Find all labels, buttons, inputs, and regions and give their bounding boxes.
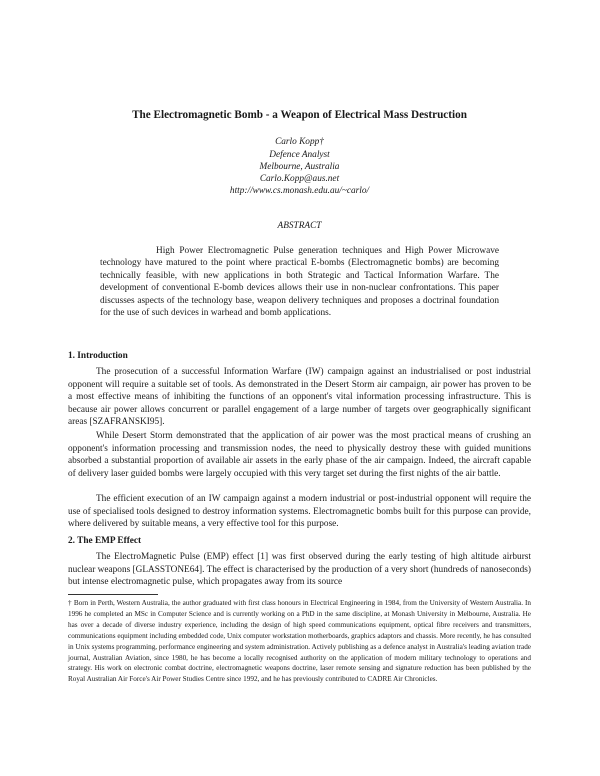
author-homepage[interactable]: http://www.cs.monash.edu.au/~carlo/	[229, 186, 370, 196]
footnote-divider	[68, 594, 158, 595]
author-email[interactable]: Carlo.Kopp@aus.net	[259, 174, 340, 184]
section-heading-emp-effect: 2. The EMP Effect	[68, 536, 142, 546]
abstract-body	[100, 245, 499, 319]
abstract-heading: ABSTRACT	[277, 221, 322, 231]
emp-paragraph-1: The ElectroMagnetic Pulse (EMP) effect [1] was first observed during the early testing of high altitude airburst nuclear weapons [GLASSTONE64]. The effect is characterised by the production of a very short (hundreds of nanoseconds) but intense electromagnetic pulse, which propagates away from its source	[68, 552, 531, 587]
section-heading-introduction: 1. Introduction	[68, 351, 128, 361]
abstract-text: High Power Electromagnetic Pulse generation techniques and High Power Microwave technology have matured to the point where practical E-bombs (Electromagnetic bombs) are becoming technically feasible, with new applications in both Strategic and Tactical Information Warfare. The development of conventional E-bomb devices allows their use in non-nuclear confrontations. This paper discusses aspects of the technology base, weapon delivery techniques and proposes a doctrinal foundation for the use of such devices in warhead and bomb applications.	[100, 246, 499, 319]
intro-paragraph-2: While Desert Storm demonstrated that the application of air power was the most practical means of crushing an opponent's information processing and transmission nodes, the need to physically destroy these with guided munitions absorbed a substantial proportion of available air assets in the early phase of the air campaign. Indeed, the aircraft capable of delivery laser guided bombs were largely occupied with this very target set during the first nights of the air battle.	[68, 431, 531, 479]
intro-paragraph-3: The efficient execution of an IW campaign against a modern industrial or post-industrial opponent will require the use of specialised tools designed to destroy information systems. Electromagnetic bombs built for this purpose can provide, where delivered by suitable means, a very effective tool for this purpose.	[68, 494, 531, 529]
author-location: Melbourne, Australia	[259, 162, 340, 172]
author-footnote: † Born in Perth, Western Australia, the author graduated with first class honours in Electrical Engineering in 1984, from the University of Western Australia. In 1996 he completed an MSc in Computer Science and is currently working on a PhD in the same discipline, at Monash University in Melbourne, Australia. He has over a decade of diverse industry experience, including the design of high speed communications equipment, optical fibre receivers and transmitters, communications equipment including embedded code, Unix computer workstation motherboards, graphics adaptors and chassis. More recently, he has consulted in Unix systems programming, performance engineering and system administration. Actively publishing as a defence analyst in Australia's leading aviation trade journal, Australian Aviation, since 1980, he has become a locally recognised authority on the application of modern military technology to operations and strategy. His work on electronic combat doctrine, electromagnetic weapons doctrine, laser remote sensing and signature reduction has been published by the Royal Australian Air Force's Air Power Studies Centre since 1992, and he has previously contributed to CADRE Air Chronicles.	[68, 599, 531, 684]
author-name: Carlo Kopp†	[275, 137, 324, 147]
author-role: Defence Analyst	[269, 150, 330, 160]
intro-paragraph-1: The prosecution of a successful Information Warfare (IW) campaign against an industrialised or post industrial opponent will require a suitable set of tools. As demonstrated in the Desert Storm air campaign, air power has proven to be a most effective means of inhibiting the functions of an opponent's vital information processing infrastructure. This is because air power allows concurrent or parallel engagement of a large number of targets over geographically significant areas [SZAFRANSKI95].	[68, 367, 531, 427]
paper-title: The Electromagnetic Bomb - a Weapon of Electrical Mass Destruction	[132, 109, 467, 121]
